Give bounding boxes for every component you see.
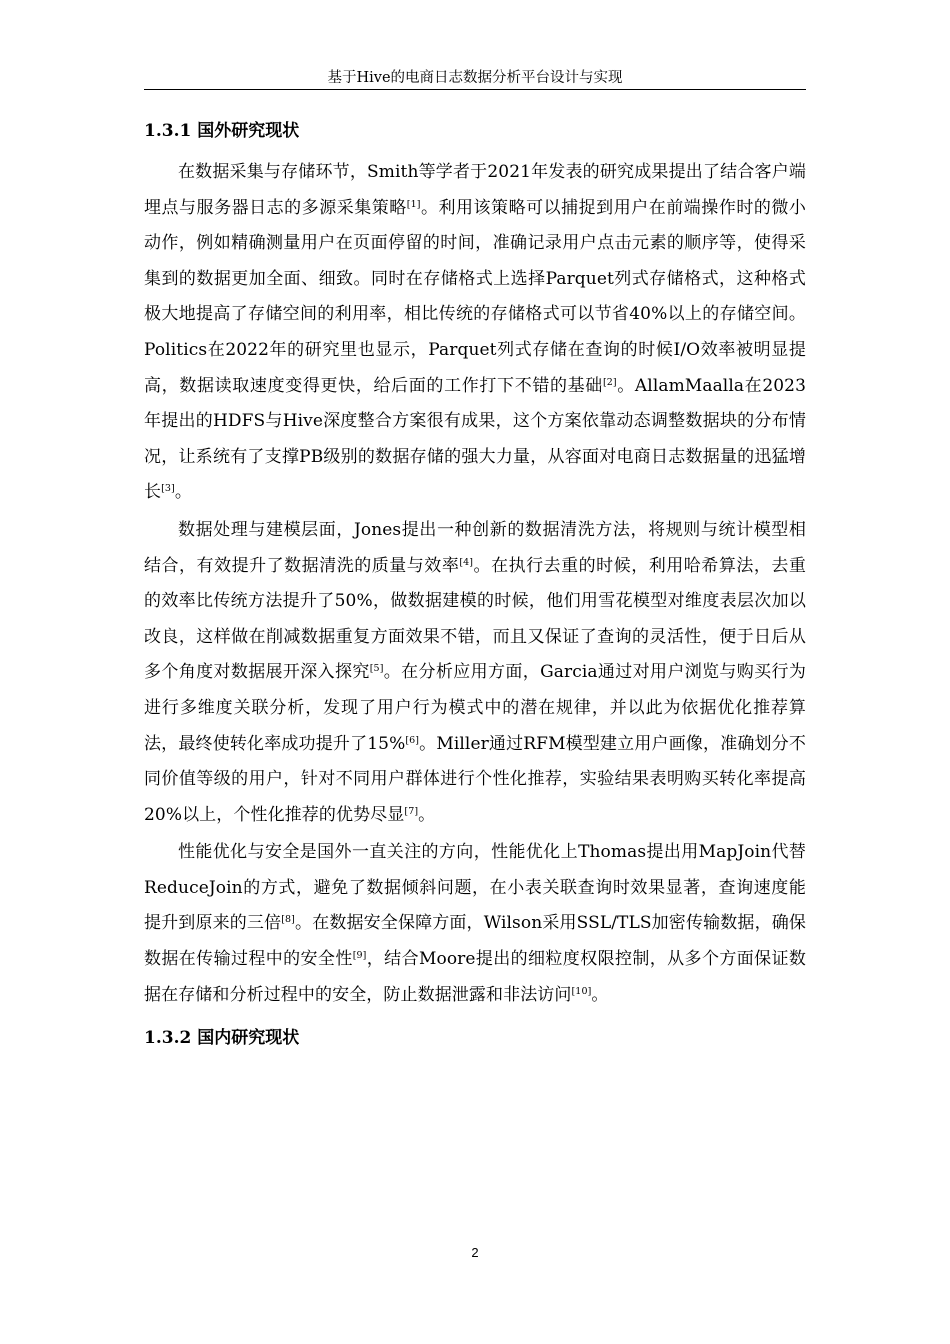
paragraph-text: 。Miller通过RFM模型建立用户画像，准确划分不同价值等级的用户，针对不同用户群体进行个性化推荐，实验结果表明购买转化率提高20%以上，个性化推荐的优势尽显 <box>144 733 806 825</box>
paragraph-text: 。 <box>591 984 609 1005</box>
citation-marker: [6] <box>405 734 420 746</box>
paragraph-text: 。在数据安全保障方面，Wilson采用SSL/TLS加密传输数据，确保数据在传输过程中的安全性 <box>144 913 806 970</box>
paragraph-text: 。 <box>418 804 436 825</box>
paragraph-text: 在数据采集与存储环节，Smith等学者于2021年发表的研究成果提出了结合客户端埋点与服务器日志的多源采集策略 <box>144 162 806 218</box>
paragraph-text: ，结合Moore提出的细粒度权限控制，从多个方面保证数据在存储和分析过程中的安全，防止数据泄露和非法访问 <box>144 949 807 1005</box>
section-heading-domestic-research: 1.3.2 国内研究现状 <box>144 1028 300 1049</box>
running-header: 基于Hive的电商日志数据分析平台设计与实现 <box>144 69 806 90</box>
citation-marker: [10] <box>571 985 592 997</box>
document-body <box>144 114 806 1055</box>
citation-marker: [9] <box>352 950 367 962</box>
paragraph-data-collection-storage <box>144 155 806 511</box>
paragraph-text: 。在执行去重的时候，利用哈希算法，去重的效率比传统方法提升了50%，做数据建模的时候，他们用雪花模型对维度表层次加以改良，这样做在削减数据重复方面效果不错，而且又保证了查询的灵活性，便于日后从多个角度对数据展开深入探究 <box>144 555 806 683</box>
paragraph-text: 。利用该策略可以捕捉到用户在前端操作时的微小动作，例如精确测量用户在页面停留的时间，准确记录用户点击元素的顺序等，使得采集到的数据更加全面、细致。同时在存储格式上选择Parquet列式存储格式，这种格式极大地提高了存储空间的利用率，相比传统的存储格式可以节省40%以上的存储空间。 Politics在2022年的研究里也显示，Parquet列式存储在查询的时候I/O效率被明显提高，数据读取速度变得更快，给后面的工作打下不错的基础 <box>144 197 806 396</box>
citation-marker: [8] <box>281 914 295 926</box>
citation-marker: [3] <box>161 483 175 495</box>
paragraph-text: 。在分析应用方面，Garcia通过对用户浏览与购买行为进行多维度关联分析，发现了用户行为模式中的潜在规律，并以此为依据优化推荐算法，最终使转化率成功提升了15% <box>144 662 806 754</box>
paragraph-performance-security <box>144 835 806 1013</box>
paragraph-text: 。 <box>174 482 192 503</box>
citation-marker: [5] <box>369 663 384 675</box>
paragraph-text: 性能优化与安全是国外一直关注的方向，性能优化上Thomas提出用MapJoin代替ReduceJoin的方式，避免了数据倾斜问题，在小表关联查询时效果显著，查询速度能提升到原来的三倍 <box>144 842 806 934</box>
paragraph-text: 。AllamMaalla在2023年提出的HDFS与Hive深度整合方案很有成果，这个方案依靠动态调整数据块的分布情况，让系统有了支撑PB级别的数据存储的强大力量，从容面对电商日志数据量的迅猛增长 <box>144 375 806 503</box>
citation-marker: [4] <box>459 556 474 568</box>
section-heading-foreign-research: 1.3.1 国外研究现状 <box>144 121 300 141</box>
citation-marker: [7] <box>404 805 419 817</box>
paragraph-text: 数据处理与建模层面，Jones提出一种创新的数据清洗方法，将规则与统计模型相结合，有效提升了数据清洗的质量与效率 <box>144 519 806 576</box>
citation-marker: [2] <box>602 376 617 388</box>
page-number: 2 <box>471 1245 479 1260</box>
citation-marker: [1] <box>406 198 421 210</box>
paragraph-data-processing-modeling <box>144 513 806 833</box>
